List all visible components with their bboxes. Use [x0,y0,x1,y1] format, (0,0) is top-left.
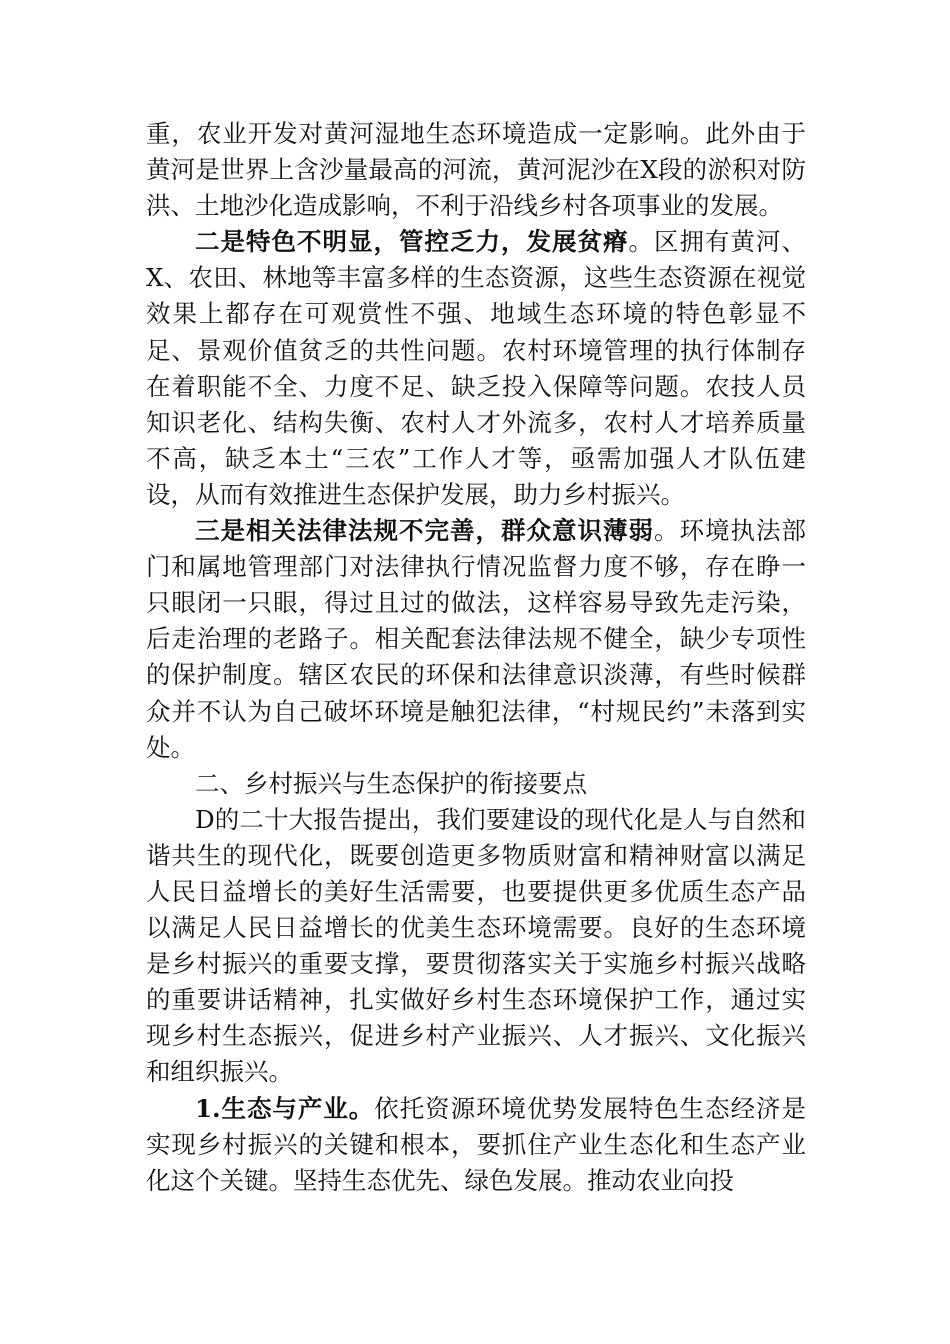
paragraph-lead: 1.生态与产业。 [195,1093,375,1123]
paragraph-lead: 三是相关法律法规不完善，群众意识薄弱 [195,516,654,546]
paragraph-point-two [146,224,806,513]
section-heading [146,766,806,802]
paragraph-report [146,802,806,1091]
paragraph-lead: 二是特色不明显，管控乏力，发展贫瘠 [195,227,629,257]
paragraph-text: 。环境执法部门和属地管理部门对法律执行情况监督力度不够，存在睁一只眼闭一只眼，得过且过的做法，这样容易导致先走污染，后走治理的老路子。相关配套法律法规不健全，缺少专项性的保护制度。辖区农民的环保和法律意识淡薄，有些时候群众并不认为自己破坏环境是触犯法律，“村规民约”未落到实处。 [146,516,806,762]
paragraph-text: 依托资源环境优势发展特色生态经济是实现乡村振兴的关键和根本，要抓住产业生态化和生态产业化这个关键。坚持生态优先、绿色发展。推动农业向投 [146,1093,806,1195]
paragraph-point-three [146,513,806,766]
paragraph-text: D的二十大报告提出，我们要建设的现代化是人与自然和谐共生的现代化，既要创造更多物质财富和精神财富以满足人民日益增长的美好生活需要，也要提供更多优质生态产品以满足人民日益增长的优美生态环境需要。良好的生态环境是乡村振兴的重要支撑，要贯彻落实关于实施乡村振兴战略的重要讲话精神，扎实做好乡村生态环境保护工作，通过实现乡村生态振兴，促进乡村产业振兴、人才振兴、文化振兴和组织振兴。 [146,804,806,1087]
paragraph-text: 。区拥有黄河、X、农田、林地等丰富多样的生态资源，这些生态资源在视觉效果上都存在可观赏性不强、地域生态环境的特色彰显不足、景观价值贫乏的共性问题。农村环境管理的执行体制存在着职能不全、力度不足、缺乏投入保障等问题。农技人员知识老化、结构失衡、农村人才外流多，农村人才培养质量不高，缺乏本土“三农”工作人才等，亟需加强人才队伍建设，从而有效推进生态保护发展，助力乡村振兴。 [146,227,806,509]
paragraph-continuation [146,116,806,224]
section-heading-text: 二、乡村振兴与生态保护的衔接要点 [195,768,587,798]
paragraph-ecology-industry [146,1091,806,1199]
document-page [146,116,806,1199]
paragraph-text: 重，农业开发对黄河湿地生态环境造成一定影响。此外由于黄河是世界上含沙量最高的河流，黄河泥沙在X段的淤积对防洪、土地沙化造成影响，不利于沿线乡村各项事业的发展。 [146,119,806,221]
